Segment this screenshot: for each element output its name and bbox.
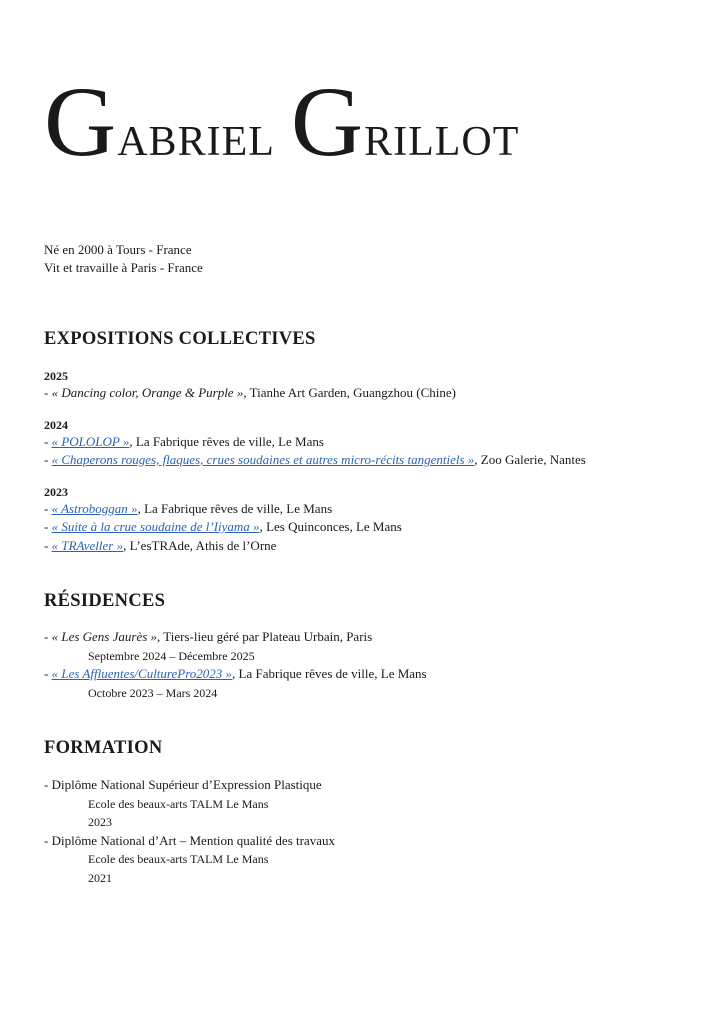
bio-lives: Vit et travaille à Paris - France: [44, 260, 203, 275]
expositions-list: [44, 368, 704, 555]
exhibition-venue: , Zoo Galerie, Nantes: [474, 452, 586, 467]
degree-year: 2023: [88, 815, 112, 829]
exhibition-item: - « Astroboggan », La Fabrique rêves de ville, Le Mans: [44, 500, 333, 516]
residences-list: [44, 628, 704, 702]
first-name-initial: G: [44, 66, 118, 177]
first-name-rest: abriel: [117, 102, 275, 168]
exhibition-item: - « Suite à la crue soudaine de l’Iiyama », Les Quinconces, Le Mans: [44, 519, 402, 534]
artist-name: [44, 66, 520, 177]
exhibition-link-astroboggan[interactable]: « Astroboggan »: [51, 500, 138, 516]
exhibition-item: - « Dancing color, Orange & Purple », Tianhe Art Garden, Guangzhou (Chine): [44, 385, 456, 400]
residence-place: , La Fabrique rêves de ville, Le Mans: [232, 666, 427, 681]
year-2024: 2024: [44, 417, 68, 432]
degree-title: - Diplôme National d’Art – Mention qualité des travaux: [44, 832, 335, 848]
exhibition-item: - « Chaperons rouges, flaques, crues soudaines et autres micro-récits tangentiels », Zoo Galerie, Nantes: [44, 452, 586, 467]
exhibition-venue: , L’esTRAde, Athis de l’Orne: [123, 537, 277, 553]
degree-title: - Diplôme National Supérieur d’Expression Plastique: [44, 777, 322, 792]
exhibition-venue: , La Fabrique rêves de ville, Le Mans: [129, 433, 324, 449]
exhibition-title: « Dancing color, Orange & Purple »: [51, 385, 244, 400]
residences-heading: RÉSIDENCES: [44, 591, 166, 611]
residence-title: « Les Gens Jaurès »: [51, 629, 158, 644]
last-name-initial: G: [290, 66, 365, 177]
year-2023: 2023: [44, 484, 68, 499]
expositions-heading: EXPOSITIONS COLLECTIVES: [44, 329, 316, 349]
degree-school: Ecole des beaux-arts TALM Le Mans: [88, 852, 269, 866]
exhibition-venue: , Tianhe Art Garden, Guangzhou (Chine): [243, 385, 456, 400]
residence-item: - « Les Affluentes/CulturePro2023 », La Fabrique rêves de ville, Le Mans: [44, 666, 427, 681]
bio: [44, 241, 203, 277]
residence-place: , Tiers-lieu géré par Plateau Urbain, Paris: [157, 629, 373, 644]
last-name-rest: rillot: [364, 102, 520, 168]
exhibition-link-chaperons[interactable]: « Chaperons rouges, flaques, crues soudaines et autres micro-récits tangentiels »: [51, 452, 475, 467]
bio-born: Né en 2000 à Tours - France: [44, 242, 192, 257]
residence-item: - « Les Gens Jaurès », Tiers-lieu géré par Plateau Urbain, Paris: [44, 629, 373, 644]
exhibition-link-traveller[interactable]: « TRAveller »: [51, 537, 124, 553]
exhibition-venue: , La Fabrique rêves de ville, Le Mans: [137, 500, 333, 516]
year-2025: 2025: [44, 369, 68, 383]
exhibition-item: - « POLOLOP », La Fabrique rêves de ville, Le Mans: [44, 433, 324, 449]
formation-list: [44, 776, 704, 887]
degree-year: 2021: [88, 870, 112, 885]
exhibition-item: - « TRAveller », L’esTRAde, Athis de l’Orne: [44, 537, 277, 553]
residence-dates: Septembre 2024 – Décembre 2025: [88, 648, 255, 663]
formation-heading: FORMATION: [44, 738, 163, 758]
exhibition-link-iiyama[interactable]: « Suite à la crue soudaine de l’Iiyama »: [51, 519, 260, 534]
exhibition-venue: , Les Quinconces, Le Mans: [259, 519, 402, 534]
degree-school: Ecole des beaux-arts TALM Le Mans: [88, 796, 269, 811]
residence-dates: Octobre 2023 – Mars 2024: [88, 685, 218, 700]
residence-link-affluentes[interactable]: « Les Affluentes/CulturePro2023 »: [51, 666, 233, 681]
exhibition-link-pololop[interactable]: « POLOLOP »: [51, 433, 130, 449]
